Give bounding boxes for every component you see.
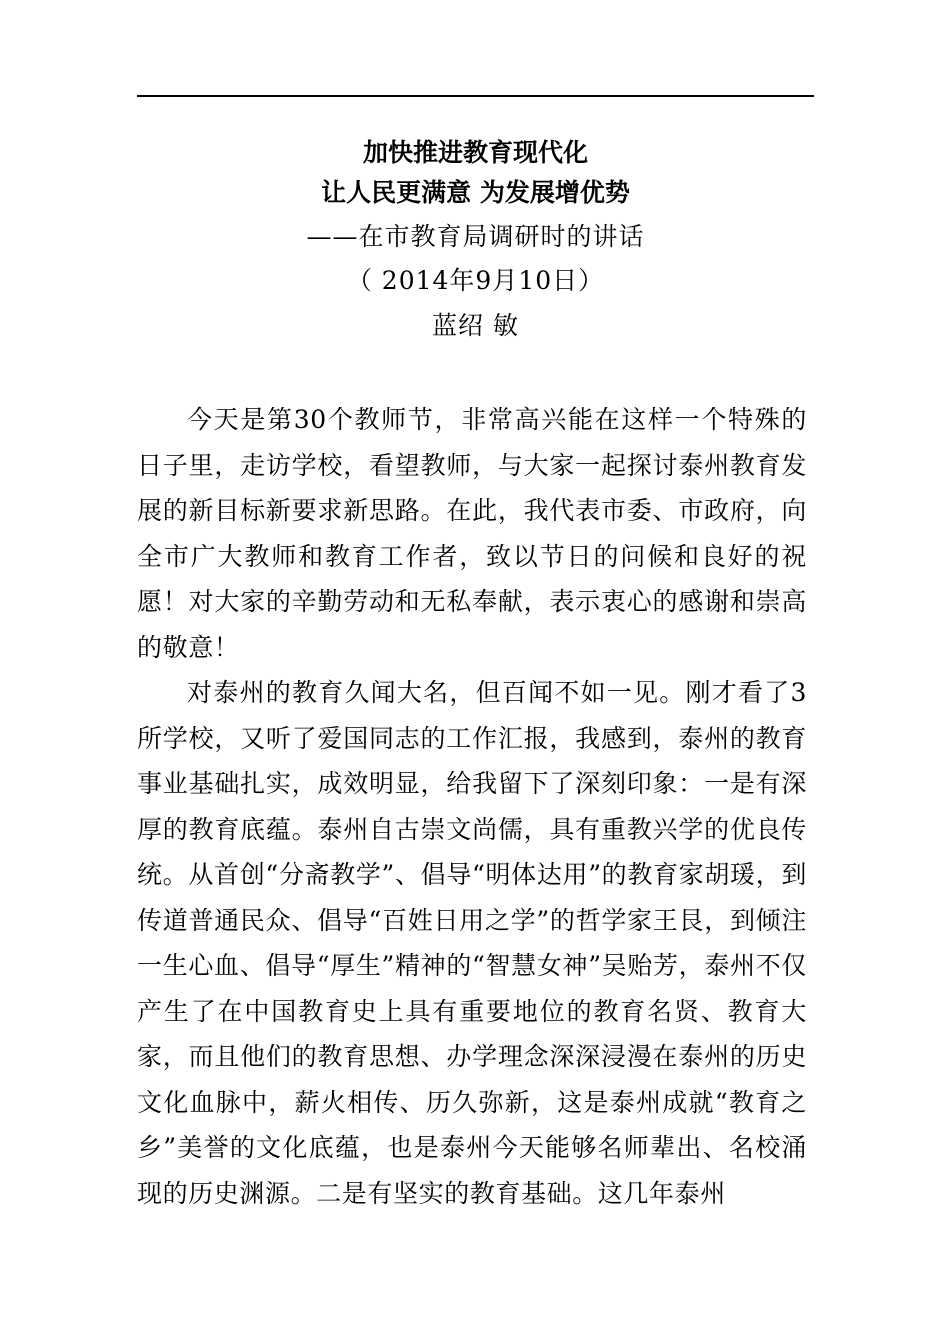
document-author: 蓝绍 敏 [432,311,519,340]
document-title-line-2: 让人民更满意 为发展增优势 [321,178,630,207]
document-date: （ 2014年9月10日） [346,266,605,295]
document-subtitle: ——在市教育局调研时的讲话 [306,222,645,251]
document-title-line-1: 加快推进教育现代化 [362,138,588,167]
paragraph-2: 对泰州的教育久闻大名，但百闻不如一见。刚才看了3所学校，又听了爱国同志的工作汇报，我感到，泰州的教育事业基础扎实，成效明显，给我留下了深刻印象：一是有深厚的教育底蕴。泰州自古崇文尚儒，具有重教兴学的优良传统。从首创“分斋教学”、倡导“明体达用”的教育家胡瑗，到传道普通民众、倡导“百姓日用之学”的哲学家王艮，到倾注一生心血、倡导“厚生”精神的“智慧女神”吴贻芳，泰州不仅产生了在中国教育史上具有重要地位的教育名贤、教育大家，而且他们的教育思想、办学理念深深浸漫在泰州的历史文化血脉中，薪火相传、历久弥新，这是泰州成就“教育之乡”美誉的文化底蕴，也是泰州今天能够名师辈出、名校涌现的历史渊源。二是有坚实的教育基础。这几年泰州 [137,678,807,1208]
body-text [137,397,807,1216]
header-rule [137,95,814,97]
paragraph-1: 今天是第30个教师节，非常高兴能在这样一个特殊的日子里，走访学校，看望教师，与大家一起探讨泰州教育发展的新目标新要求新思路。在此，我代表市委、市政府，向全市广大教师和教育工作者，致以节日的问候和良好的祝愿！对大家的辛勤劳动和无私奉献，表示衷心的感谢和崇高的敬意！ [137,405,807,662]
